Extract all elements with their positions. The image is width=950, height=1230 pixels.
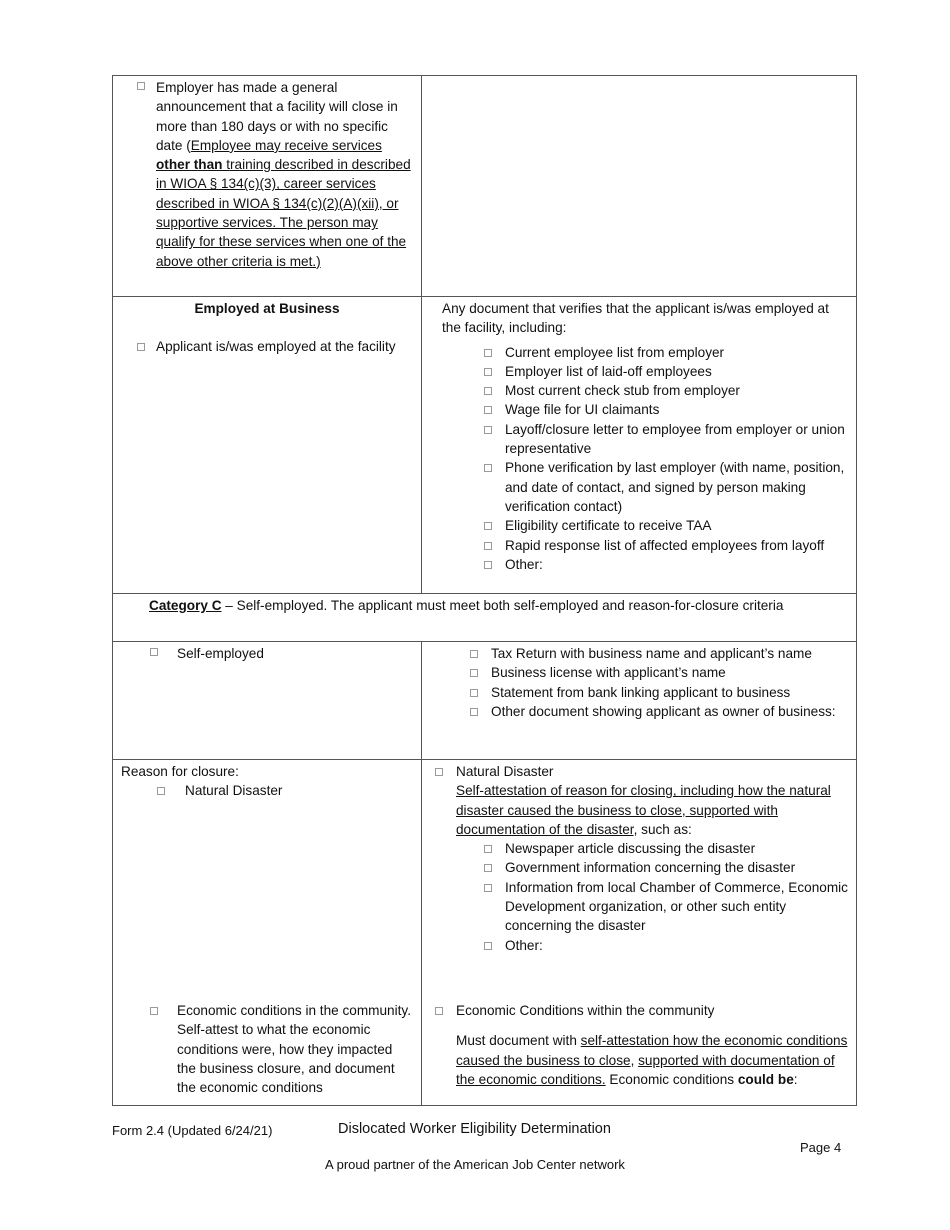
employment-docs-list (422, 338, 856, 575)
table-cell (422, 76, 857, 297)
list-item-text: Business license with applicant’s name (491, 665, 726, 681)
checkbox[interactable] (150, 648, 158, 656)
natural-disaster-instructions (456, 781, 848, 839)
checkbox[interactable] (484, 884, 492, 892)
list-item-text: Other: (505, 937, 543, 953)
list-item-text: Information from local Chamber of Commerce, Economic Development organization, or other such entity concerning the disaster (505, 879, 848, 934)
list-item (470, 702, 848, 721)
general-announcement-criterion (113, 76, 421, 271)
list-item-text: Statement from bank linking applicant to business (491, 684, 791, 700)
category-label: Category C (149, 598, 222, 613)
instr-underlined: self-attestation how the economic conditions caused the business to close (456, 1033, 848, 1068)
criterion-underlined-text: Employee may receive services (190, 137, 382, 153)
category-c-heading (113, 594, 856, 615)
list-item (484, 555, 848, 574)
instr-bold: could be (737, 1071, 794, 1087)
list-item-text: Tax Return with business name and applicant’s name (491, 646, 812, 661)
checkbox[interactable] (484, 406, 492, 414)
checkbox[interactable] (484, 368, 492, 376)
checkbox[interactable] (470, 669, 478, 677)
checkbox[interactable] (484, 542, 492, 550)
list-item-text: Layoff/closure letter to employee from employer or union representative (505, 421, 845, 457)
table-cell (422, 642, 857, 760)
reason-for-closure-label: Reason for closure: (121, 764, 239, 779)
instructions-tail: , such as: (633, 821, 692, 837)
checkbox[interactable] (484, 464, 492, 472)
category-text: – Self-employed. The applicant must meet both self-employed and reason-for-closure criteria (221, 598, 784, 613)
checkbox[interactable] (470, 689, 478, 697)
natural-disaster-docs (422, 760, 856, 839)
economic-conditions-title-row (422, 1001, 856, 1020)
checkbox[interactable] (484, 349, 492, 357)
page-number: Page 4 (800, 1140, 842, 1155)
table-row (113, 594, 857, 642)
instr-underlined-2: supported with documentation of the economic conditions. (456, 1052, 835, 1087)
list-item-text: Wage file for UI claimants (505, 402, 660, 418)
list-item (484, 381, 848, 400)
table-row (113, 76, 857, 297)
employment-docs-intro: Any document that verifies that the applicant is/was employed at the facility, including: (442, 301, 829, 336)
list-item (484, 362, 848, 381)
list-item (484, 858, 848, 877)
criterion-underlined-text-2: training described in described in WIOA § 134(c)(3), career services described in WIOA § 134(c)(2)(A)(xii), or supportive services. The person may qualify for these services when one of the above other criteria is met.) (156, 157, 411, 269)
list-item-text: Government information concerning the disaster (505, 860, 796, 876)
criterion-text: Self-employed (177, 646, 264, 661)
checkbox[interactable] (484, 845, 492, 853)
criterion-bold-text: other than (156, 157, 223, 173)
eligibility-table (112, 75, 857, 1106)
criterion-text: Economic conditions in the community. Self-attest to what the economic conditions were, how they impacted the business closure, and document the economic conditions (177, 1003, 411, 1096)
table-cell (422, 760, 857, 1106)
list-item-text: Employer list of laid-off employees (505, 363, 712, 379)
natural-disaster-docs-list (422, 839, 856, 955)
footer-tagline: A proud partner of the American Job Center network (325, 1157, 625, 1172)
instr-part: : (793, 1071, 798, 1087)
checkbox[interactable] (435, 1007, 443, 1015)
checkbox[interactable] (484, 426, 492, 434)
list-item-text: Other: (505, 556, 543, 572)
list-item (484, 536, 848, 555)
table-cell (113, 760, 422, 1106)
table-cell (113, 297, 422, 594)
table-cell (113, 642, 422, 760)
checkbox[interactable] (470, 708, 478, 716)
checkbox[interactable] (484, 522, 492, 530)
list-item (484, 878, 848, 936)
checkbox[interactable] (484, 942, 492, 950)
list-item-text: Rapid response list of affected employees from layoff (505, 537, 825, 553)
list-item-text: Current employee list from employer (505, 344, 725, 360)
checkbox[interactable] (157, 787, 165, 795)
economic-conditions-criterion (113, 1001, 422, 1097)
list-item (470, 644, 848, 663)
criterion-text: Natural Disaster (185, 783, 283, 799)
list-item-text: Eligibility certificate to receive TAA (505, 518, 712, 534)
table-row (113, 642, 857, 760)
form-id: Form 2.4 (Updated 6/24/21) (112, 1123, 273, 1138)
economic-conditions-title: Economic Conditions within the community (456, 1003, 715, 1018)
natural-disaster-criterion (113, 781, 421, 800)
instr-part: Must document with (456, 1033, 581, 1049)
natural-disaster-title: Natural Disaster (456, 764, 554, 779)
list-item-text: Most current check stub from employer (505, 383, 740, 399)
list-item-text: Other document showing applicant as owner of business: (491, 703, 836, 719)
list-item-text: Phone verification by last employer (with name, position, and date of contact, and signed by person making verification contact) (505, 460, 845, 514)
list-item (484, 343, 848, 362)
table-cell (113, 594, 857, 642)
list-item-text: Newspaper article discussing the disaster (505, 841, 756, 857)
list-item (470, 683, 848, 702)
list-item (484, 839, 848, 858)
list-item (484, 458, 848, 516)
instructions-underlined: Self-attestation of reason for closing, including how the natural disaster caused the business to close, supported with documentation of the disaster (456, 783, 831, 837)
table-row (113, 760, 857, 1106)
self-employment-docs-list (422, 642, 856, 721)
list-item (484, 516, 848, 535)
instr-part: Economic conditions (605, 1071, 738, 1087)
economic-conditions-instructions (422, 1020, 856, 1089)
employed-at-business-heading: Employed at Business (194, 301, 340, 316)
self-employed-criterion (113, 642, 421, 663)
checkbox[interactable] (484, 561, 492, 569)
table-cell (113, 76, 422, 297)
checkbox[interactable] (137, 82, 145, 90)
list-item (484, 420, 848, 459)
checkbox[interactable] (470, 650, 478, 658)
checkbox[interactable] (484, 387, 492, 395)
table-row (113, 297, 857, 594)
table-cell (422, 297, 857, 594)
form-title: Dislocated Worker Eligibility Determination (338, 1121, 611, 1137)
checkbox[interactable] (484, 864, 492, 872)
instr-part: , (630, 1052, 639, 1068)
criterion-text: Applicant is/was employed at the facility (156, 339, 396, 355)
list-item (484, 936, 848, 955)
list-item (470, 663, 848, 682)
economic-conditions-docs (422, 1001, 856, 1089)
criterion-text: Employer has made a general announcement that a facility will close in more than 180 days or with no specific date ( (156, 80, 398, 153)
checkbox[interactable] (435, 768, 443, 776)
list-item (484, 400, 848, 419)
employed-at-facility-criterion (113, 318, 421, 356)
checkbox[interactable] (137, 343, 145, 351)
checkbox[interactable] (150, 1007, 158, 1015)
